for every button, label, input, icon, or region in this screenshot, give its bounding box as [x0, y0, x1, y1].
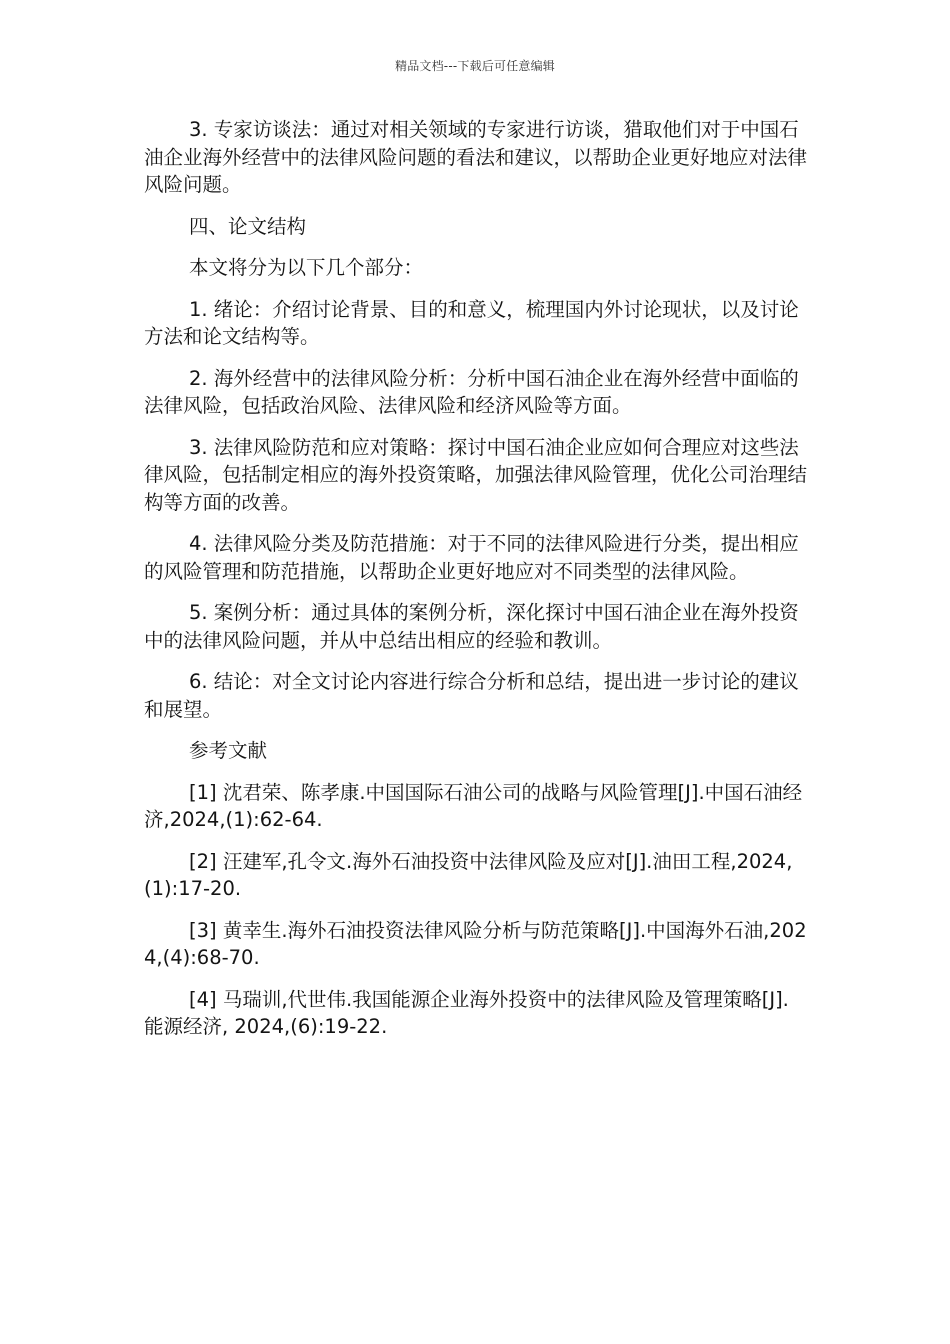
- page-header: 精品文档---下载后可任意编辑: [395, 59, 555, 73]
- paragraph-part-4: 4. 法律风险分类及防范措施：对于不同的法律风险进行分类，提出相应的风险管理和防范措施，以帮助企业更好地应对不同类型的法律风险。: [144, 532, 799, 583]
- document-body: [144, 116, 808, 1055]
- paragraph-part-5: 5. 案例分析：通过具体的案例分析，深化探讨中国石油企业在海外投资中的法律风险问题，并从中总结出相应的经验和教训。: [144, 601, 799, 652]
- paragraph-part-1: 1. 绪论：介绍讨论背景、目的和意义，梳理国内外讨论现状，以及讨论方法和论文结构等。: [144, 297, 799, 348]
- paragraph-part-2: 2. 海外经营中的法律风险分析：分析中国石油企业在海外经营中面临的法律风险，包括政治风险、法律风险和经济风险等方面。: [144, 366, 799, 417]
- reference-item: [3] 黄幸生.海外石油投资法律风险分析与防范策略[J].中国海外石油,2024,(4):68-70.: [144, 918, 807, 969]
- references-heading: 参考文献: [189, 739, 268, 762]
- reference-item: [1] 沈君荣、陈孝康.中国国际石油公司的战略与风险管理[J].中国石油经济,2024,(1):62-64.: [144, 780, 803, 831]
- reference-item: [2] 汪建军,孔令文.海外石油投资中法律风险及应对[J].油田工程,2024,(1):17-20.: [144, 849, 793, 900]
- reference-item: [4] 马瑞训,代世伟.我国能源企业海外投资中的法律风险及管理策略[J].能源经济, 2024,(6):19-22.: [144, 987, 789, 1038]
- paragraph-structure-intro: 本文将分为以下几个部分：: [189, 256, 424, 279]
- section-heading-thesis-structure: 四、论文结构: [189, 214, 307, 238]
- paragraph-part-6: 6. 结论：对全文讨论内容进行综合分析和总结，提出进一步讨论的建议和展望。: [144, 670, 799, 721]
- paragraph-part-3: 3. 法律风险防范和应对策略：探讨中国石油企业应如何合理应对这些法律风险，包括制定相应的海外投资策略，加强法律风险管理，优化公司治理结构等方面的改善。: [144, 435, 808, 514]
- paragraph-method-expert-interview: 3. 专家访谈法：通过对相关领域的专家进行访谈，猎取他们对于中国石油企业海外经营中的法律风险问题的看法和建议，以帮助企业更好地应对法律风险问题。: [144, 118, 808, 196]
